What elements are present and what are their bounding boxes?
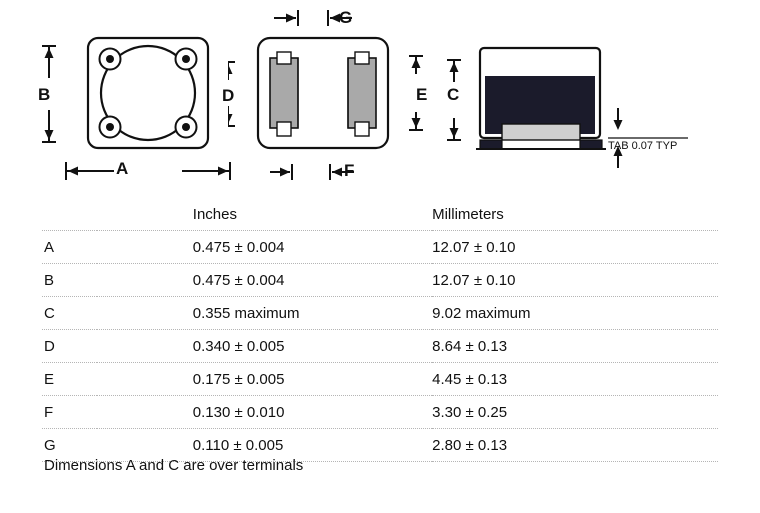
row-symbol: E [42, 363, 97, 396]
row-millimeters: 3.30 ± 0.25 [432, 396, 718, 429]
label-f: F [344, 161, 355, 180]
row-millimeters: 8.64 ± 0.13 [432, 330, 718, 363]
table-row [42, 297, 718, 330]
row-symbol: G [42, 429, 97, 462]
table-footnote: Dimensions A and C are over terminals [44, 457, 304, 474]
side-view-terminal-strip [502, 124, 580, 140]
row-inches: 0.355 maximum [97, 297, 432, 330]
row-symbol: D [42, 330, 97, 363]
top-view-drawing [30, 0, 250, 200]
row-millimeters: 12.07 ± 0.10 [432, 231, 718, 264]
dimension-table-wrap [42, 198, 718, 462]
table-row [42, 231, 718, 264]
row-millimeters: 4.45 ± 0.13 [432, 363, 718, 396]
row-inches: 0.130 ± 0.010 [97, 396, 432, 429]
row-millimeters: 2.80 ± 0.13 [432, 429, 718, 462]
label-c: C [447, 85, 460, 104]
row-inches: 0.110 ± 0.005 [97, 429, 432, 462]
header-inches: Inches [97, 198, 432, 231]
table-row [42, 330, 718, 363]
side-view-drawing [440, 0, 720, 200]
dimension-table [42, 198, 718, 462]
bottom-view-terminal-right [348, 58, 376, 128]
row-millimeters: 12.07 ± 0.10 [432, 264, 718, 297]
row-inches: 0.475 ± 0.004 [97, 231, 432, 264]
header-millimeters: Millimeters [432, 198, 718, 231]
tab-note: TAB 0.07 TYP [608, 140, 678, 152]
table-row [42, 264, 718, 297]
package-drawings [0, 0, 760, 200]
label-d: D [222, 86, 235, 105]
row-inches: 0.340 ± 0.005 [97, 330, 432, 363]
row-symbol: F [42, 396, 97, 429]
row-inches: 0.175 ± 0.005 [97, 363, 432, 396]
label-g: G [339, 8, 353, 27]
dimension-arrow-tab [608, 108, 688, 168]
dimension-arrow-a [66, 162, 230, 180]
dimension-arrow-f [270, 164, 354, 180]
header-symbol [42, 198, 97, 231]
table-row [42, 363, 718, 396]
label-a: A [116, 159, 129, 178]
row-symbol: B [42, 264, 97, 297]
row-millimeters: 9.02 maximum [432, 297, 718, 330]
table-header-row [42, 198, 718, 231]
label-b: B [38, 85, 51, 104]
bottom-view-terminal-left [270, 58, 298, 128]
row-symbol: C [42, 297, 97, 330]
side-view-foot-left [480, 140, 502, 149]
side-view-foot-right [580, 140, 602, 149]
row-symbol: A [42, 231, 97, 264]
label-e: E [416, 85, 428, 104]
table-row [42, 396, 718, 429]
row-inches: 0.475 ± 0.004 [97, 264, 432, 297]
